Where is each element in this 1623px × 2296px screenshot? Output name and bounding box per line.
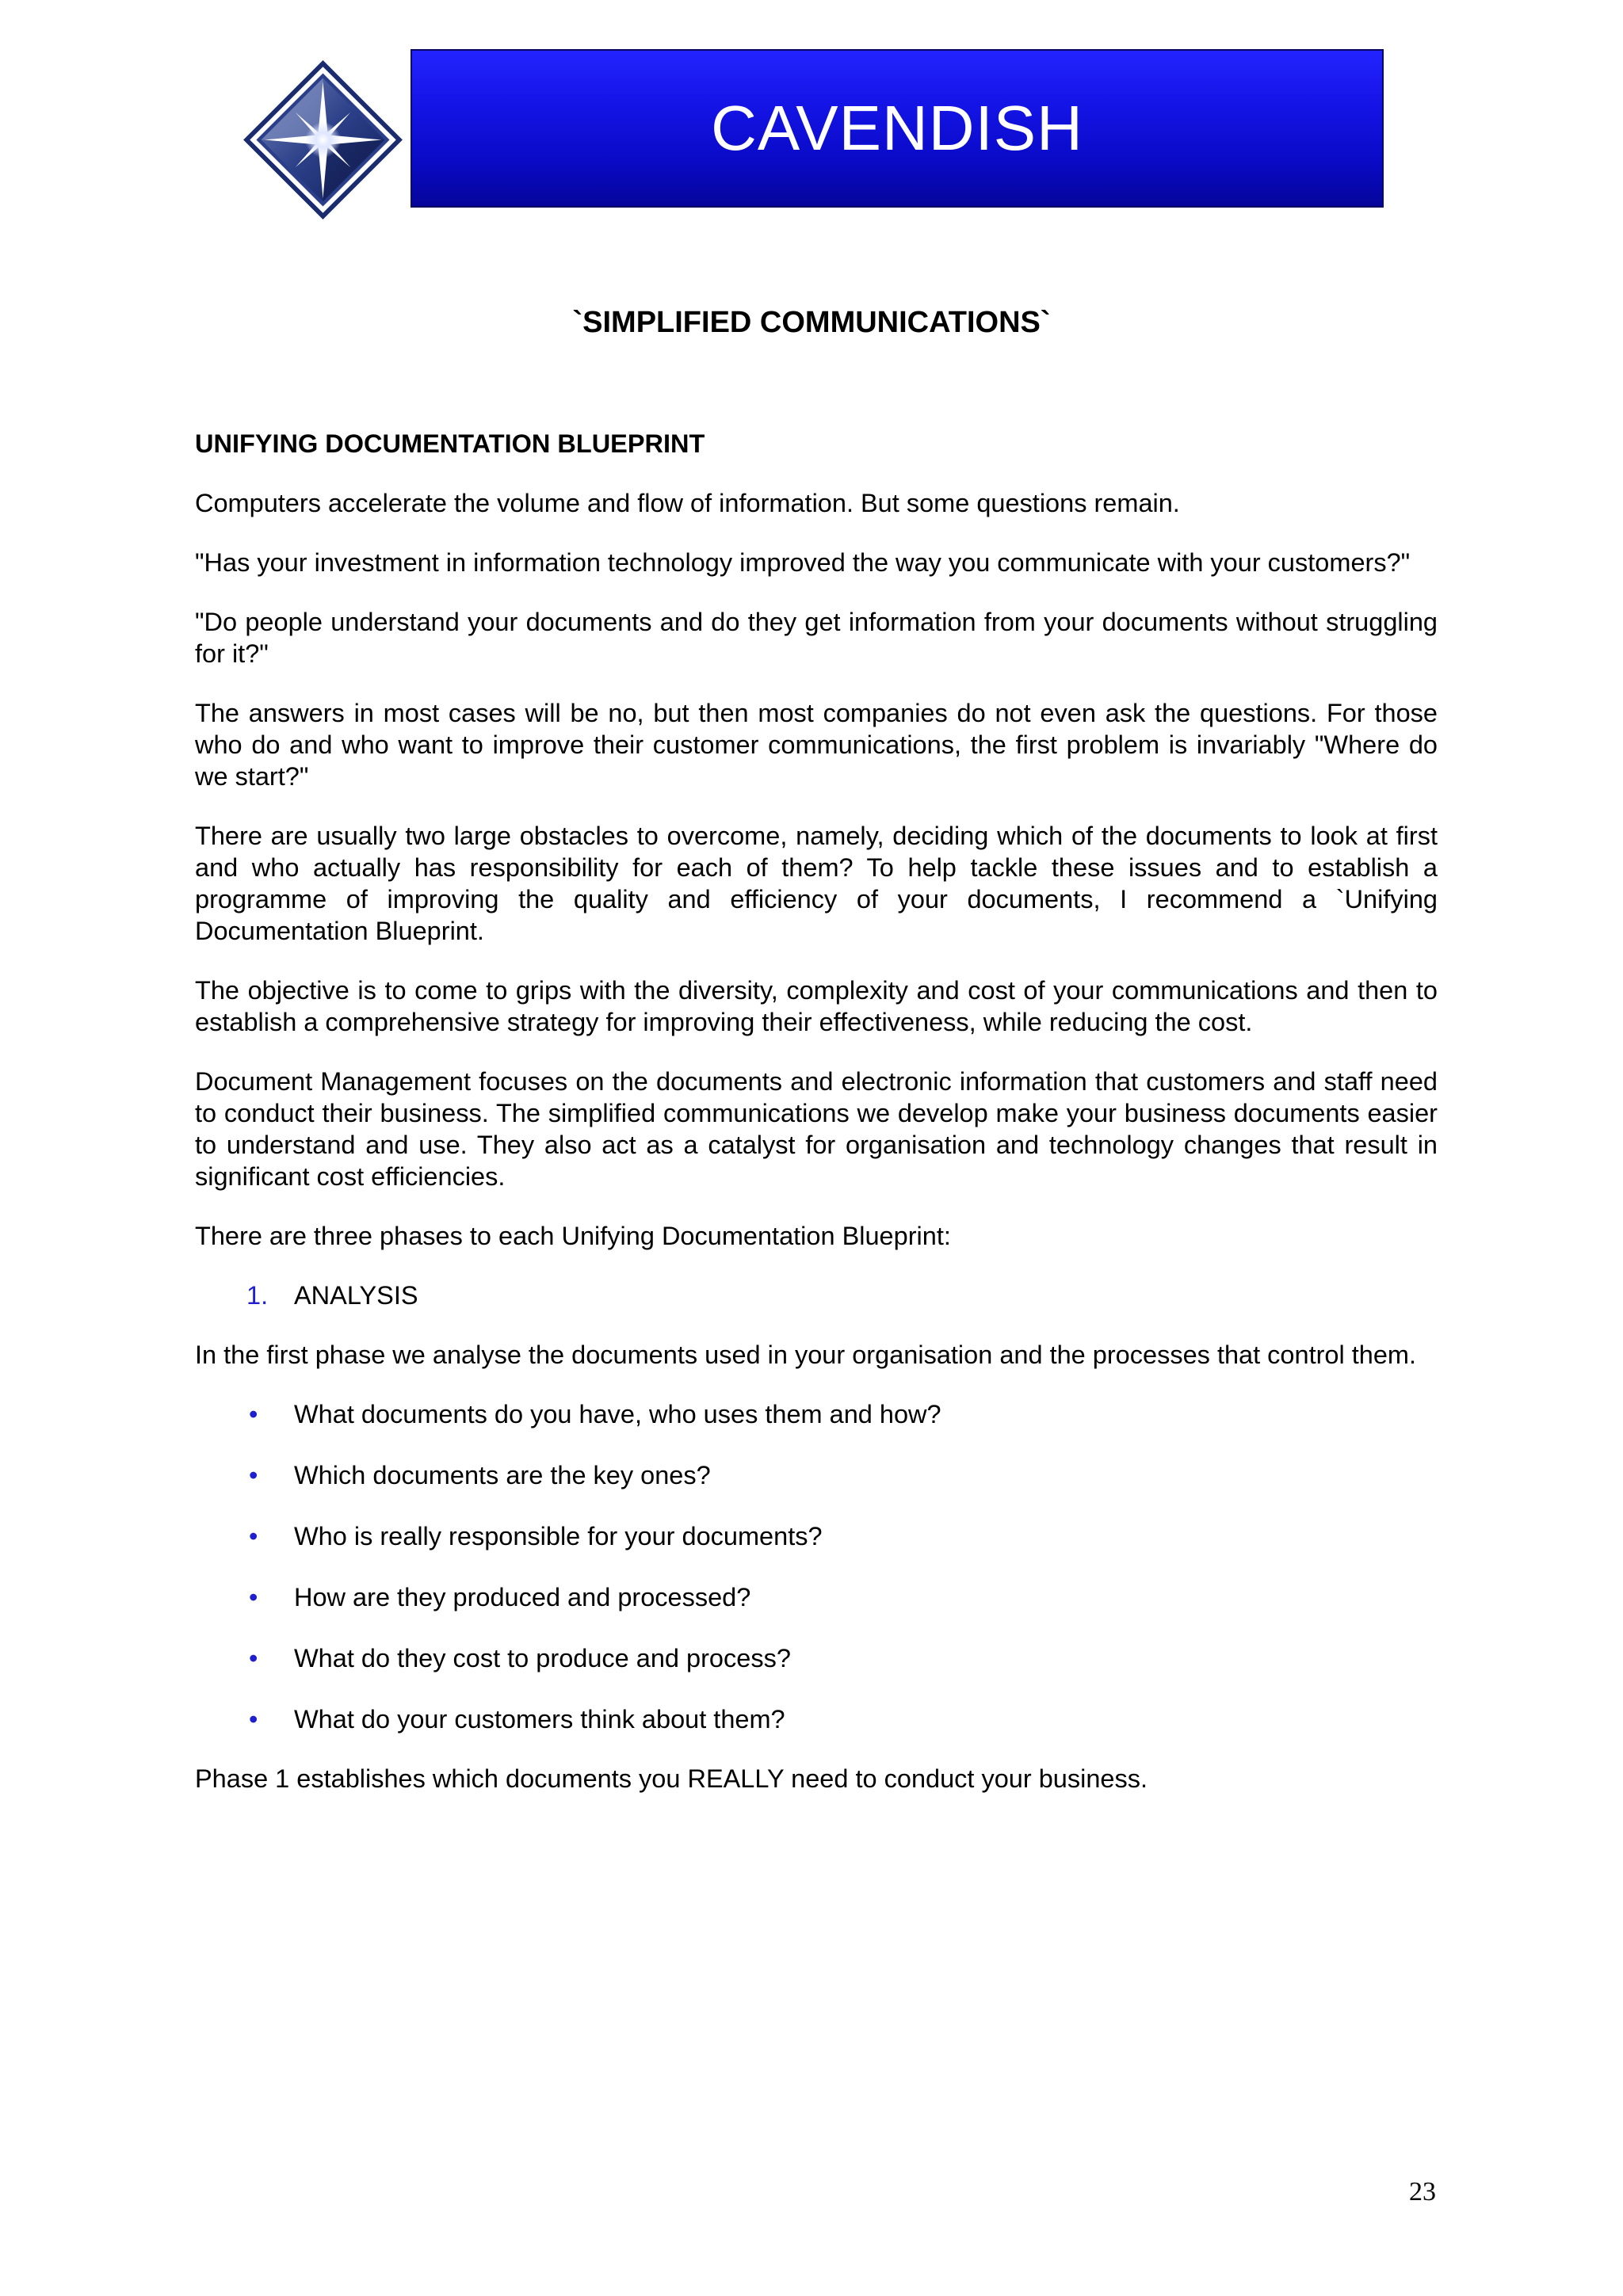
list-item xyxy=(195,1398,1438,1430)
phase-label: ANALYSIS xyxy=(294,1281,418,1310)
list-item-text: How are they produced and processed? xyxy=(294,1583,751,1611)
page-title: `SIMPLIFIED COMMUNICATIONS` xyxy=(572,306,1051,339)
list-item xyxy=(195,1703,1438,1735)
paragraph: "Do people understand your documents and do they get information from your documents without struggling for it?" xyxy=(195,608,1438,668)
paragraph: "Has your investment in information technology improved the way you communicate with your customers?" xyxy=(195,548,1411,577)
phase-intro: In the first phase we analyse the documents used in your organisation and the processes that control them. xyxy=(195,1341,1417,1369)
paragraph: There are three phases to each Unifying Documentation Blueprint: xyxy=(195,1222,951,1250)
bullet-icon: • xyxy=(249,1583,258,1611)
bullet-icon: • xyxy=(249,1522,258,1550)
list-item-text: Which documents are the key ones? xyxy=(294,1461,711,1489)
list-item xyxy=(195,1520,1438,1552)
question-list xyxy=(195,1398,1438,1735)
brand-name: CAVENDISH xyxy=(711,93,1083,163)
list-item xyxy=(195,1581,1438,1613)
diamond-star-logo-icon xyxy=(242,59,404,221)
section-heading: UNIFYING DOCUMENTATION BLUEPRINT xyxy=(195,429,705,458)
conclusion: Phase 1 establishes which documents you REALLY need to conduct your business. xyxy=(195,1764,1148,1793)
page-header xyxy=(0,0,1623,222)
paragraph: The objective is to come to grips with the diversity, complexity and cost of your communications and then to establish a comprehensive strategy for improving their effectiveness, while reducing the cost. xyxy=(195,976,1438,1036)
phase-list-item xyxy=(195,1280,1438,1311)
paragraph: Computers accelerate the volume and flow of information. But some questions remain. xyxy=(195,489,1180,517)
list-item-text: What do they cost to produce and process? xyxy=(294,1644,791,1672)
list-item-text: What documents do you have, who uses them and how? xyxy=(294,1400,941,1428)
phase-number: 1. xyxy=(246,1281,269,1310)
page-number: 23 xyxy=(1409,2177,1436,2206)
document-body xyxy=(195,428,1438,1822)
list-item-text: What do your customers think about them? xyxy=(294,1705,785,1733)
paragraph: There are usually two large obstacles to overcome, namely, deciding which of the documents to look at first and who actually has responsibility for each of them? To help tackle these issues and to establish a programme of improving the quality and efficiency of your documents, I recommend a `Unifying Documentation Blueprint. xyxy=(195,822,1438,945)
bullet-icon: • xyxy=(249,1705,258,1733)
paragraph: Document Management focuses on the documents and electronic information that customers and staff need to conduct their business. The simplified communications we develop make your business documents easier to understand and use. They also act as a catalyst for organisation and technology changes that result in significant cost efficiencies. xyxy=(195,1067,1438,1191)
brand-banner xyxy=(411,49,1384,208)
list-item-text: Who is really responsible for your documents? xyxy=(294,1522,823,1550)
bullet-icon: • xyxy=(249,1461,258,1489)
paragraph: The answers in most cases will be no, but then most companies do not even ask the questions. For those who do and who want to improve their customer communications, the first problem is invariably "Where do we start?" xyxy=(195,699,1438,791)
bullet-icon: • xyxy=(249,1400,258,1428)
list-item xyxy=(195,1459,1438,1491)
list-item xyxy=(195,1642,1438,1674)
bullet-icon: • xyxy=(249,1644,258,1672)
